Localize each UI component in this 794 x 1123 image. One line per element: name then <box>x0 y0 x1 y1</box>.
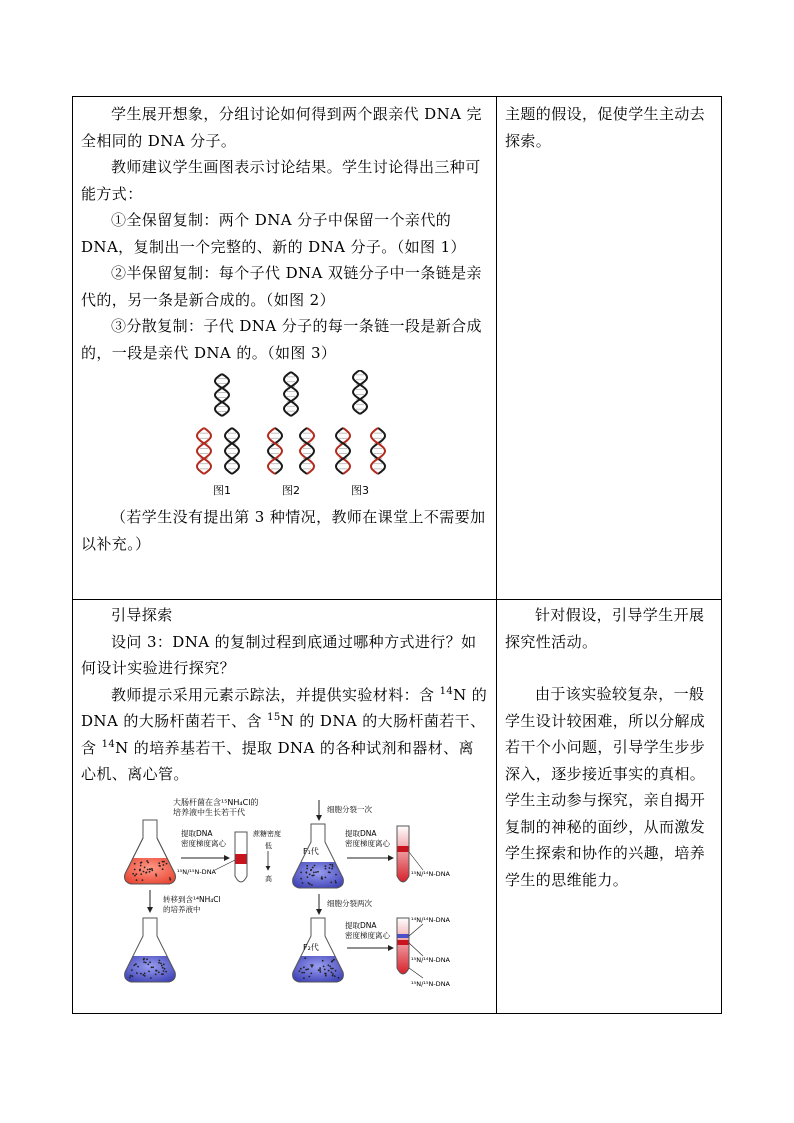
bacterium-dot <box>163 864 165 866</box>
daughter-dna-helix <box>225 428 239 474</box>
bacterium-dot <box>147 963 149 965</box>
label-transfer: 转移到含¹⁴NH₄Cl <box>163 894 221 904</box>
paragraph: 针对假设，引导学生开展探究性活动。 <box>505 606 705 651</box>
bacterium-dot <box>140 972 142 974</box>
bacterium-dot <box>136 879 138 881</box>
bacterium-dot <box>129 976 131 978</box>
bacterium-dot <box>306 864 308 866</box>
dna-replication-models-figure <box>191 370 391 498</box>
activity-cell <box>73 97 497 600</box>
label-band-f2-heavy: ¹⁵N/¹⁵N-DNA <box>411 979 450 988</box>
paragraph: 学生展开想象，分组讨论如何得到两个跟亲代 DNA 完全相同的 DNA 分子。 <box>81 105 482 150</box>
label-centrifuge: 密度梯度离心 <box>345 930 390 940</box>
bacterium-dot <box>333 958 335 960</box>
daughter-dna-helix <box>371 428 385 474</box>
bacterium-dot <box>331 971 333 973</box>
bacterium-dot <box>169 878 171 880</box>
label-high: 高 <box>265 874 272 883</box>
bacterium-dot <box>133 964 135 966</box>
bacterium-dot <box>131 969 133 971</box>
bacterium-dot <box>134 862 136 864</box>
bacterium-dot <box>325 974 327 976</box>
bacterium-dot <box>151 867 153 869</box>
bacterium-dot <box>152 966 154 968</box>
bacterium-dot <box>135 873 137 875</box>
bacterium-dot <box>159 864 161 866</box>
bacterium-dot <box>315 871 317 873</box>
bacterium-dot <box>134 874 136 876</box>
label-low: 低 <box>265 841 272 850</box>
bacterium-dot <box>136 972 138 974</box>
lesson-plan-table <box>72 96 722 1014</box>
bacterium-dot <box>300 877 302 879</box>
label-extract: 提取DNA <box>345 828 377 838</box>
paragraph: 教师提示采用元素示踪法，并提供实验材料：含 $^{14}$N 的 DNA 的大肠杆菌若干、含 $^{15}$N 的 DNA 的大肠杆菌若干、含 $^{14}$N 的培养基若干、提取 DNA 的各种试剂和器材、离心机、离心管。 <box>81 685 488 783</box>
bacterium-dot <box>325 972 327 974</box>
bacterium-dot <box>317 870 319 872</box>
bacterium-dot <box>319 967 321 969</box>
bacterium-dot <box>309 873 311 875</box>
figure-2-label: 图2 <box>282 484 300 497</box>
bacterium-dot <box>310 972 312 974</box>
bacterium-dot <box>158 862 160 864</box>
bacterium-dot <box>132 872 134 874</box>
activity-cell <box>73 600 497 1014</box>
bacterium-dot <box>139 869 141 871</box>
bacterium-dot <box>302 882 304 884</box>
bacterium-dot <box>324 968 326 970</box>
bacterium-dot <box>311 884 313 886</box>
bacterium-dot <box>142 879 144 881</box>
bacterium-dot <box>319 971 321 973</box>
bacterium-dot <box>163 963 165 965</box>
label-band-parent: ¹⁵N/¹⁵N-DNA <box>177 867 216 876</box>
bacterium-dot <box>134 868 136 870</box>
bacterium-dot <box>135 963 137 965</box>
bacterium-dot <box>161 964 163 966</box>
label-band-f2-mid: ¹⁵N/¹⁴N-DNA <box>411 955 450 964</box>
label-extract: 提取DNA <box>181 828 213 838</box>
bacterium-dot <box>313 871 315 873</box>
bacterium-dot <box>132 975 134 977</box>
meselson-stahl-experiment-diagram <box>111 796 451 996</box>
paragraph: 主题的假设，促使学生主动去探索。 <box>505 105 706 150</box>
bacterium-dot <box>163 860 165 862</box>
label-extract: 提取DNA <box>345 920 377 930</box>
figure-1-label: 图1 <box>213 484 231 497</box>
paragraph: ②半保留复制：每个子代 DNA 双链分子中一条链是亲代的，另一条是新合成的。（如图 2） <box>81 264 482 309</box>
bacterium-dot <box>143 958 145 960</box>
bacterium-dot <box>147 861 149 863</box>
bacterium-dot <box>303 977 305 979</box>
bacterium-dot <box>299 970 301 972</box>
paragraph: ③分散复制：子代 DNA 分子的每一条链一段是新合成的，一段是亲代 DNA 的。（如图 3） <box>81 317 482 362</box>
bacterium-dot <box>163 970 165 972</box>
bacterium-dot <box>144 972 146 974</box>
bacterium-dot <box>164 967 166 969</box>
flask-n15 <box>125 820 176 884</box>
bacterium-dot <box>328 969 330 971</box>
parent-dna-helix <box>284 372 298 416</box>
bacterium-dot <box>148 970 150 972</box>
label-sucrose: 蔗糖密度 <box>253 829 281 838</box>
bacterium-dot <box>332 865 334 867</box>
label-division-twice: 细胞分裂两次 <box>327 898 372 908</box>
daughter-dna-helix <box>268 428 282 474</box>
bacterium-dot <box>332 973 334 975</box>
bacterium-dot <box>149 868 151 870</box>
paragraph: 教师建议学生画图表示讨论结果。学生讨论得出三种可能方式： <box>81 158 481 203</box>
label-f1: F₁代 <box>303 846 319 856</box>
bacterium-dot <box>335 880 337 882</box>
bacterium-dot <box>319 969 321 971</box>
bacterium-dot <box>303 966 305 968</box>
bacterium-dot <box>314 864 316 866</box>
paragraph: （若学生没有提出第 3 种情况，教师在课堂上不需要加以补充。） <box>81 508 486 553</box>
bacterium-dot <box>329 863 331 865</box>
bacterium-dot <box>144 975 146 977</box>
bacterium-dot <box>165 970 167 972</box>
caption-growth: 大肠杆菌在含¹⁵NH₄Cl的 <box>173 797 259 807</box>
bacterium-dot <box>303 971 305 973</box>
bacterium-dot <box>137 965 139 967</box>
bacterium-dot <box>162 973 164 975</box>
bacterium-dot <box>329 867 331 869</box>
bacterium-dot <box>309 883 311 885</box>
daughter-dna-helix <box>300 428 314 474</box>
label-band-f2-light: ¹⁴N/¹⁴N-DNA <box>411 915 450 924</box>
centrifuge-tube-f2 <box>397 918 409 974</box>
bacterium-dot <box>144 866 146 868</box>
bacterium-dot <box>166 862 168 864</box>
flask-n14 <box>125 918 176 982</box>
bacterium-dot <box>305 968 307 970</box>
bacterium-dot <box>151 966 153 968</box>
bacterium-dot <box>145 961 147 963</box>
bacterium-dot <box>325 876 327 878</box>
bacterium-dot <box>143 961 145 963</box>
bacterium-dot <box>307 876 309 878</box>
bacterium-dot <box>162 868 164 870</box>
bacterium-dot <box>145 871 147 873</box>
bacterium-dot <box>331 960 333 962</box>
centrifuge-tube-parent <box>235 832 247 882</box>
bacterium-dot <box>150 977 152 979</box>
bacterium-dot <box>335 881 337 883</box>
bacterium-dot <box>140 862 142 864</box>
bacterium-dot <box>335 873 337 875</box>
bacterium-dot <box>328 964 330 966</box>
bacterium-dot <box>329 965 331 967</box>
bacterium-dot <box>301 971 303 973</box>
bacterium-dot <box>308 975 310 977</box>
flask-f1 <box>293 824 344 888</box>
bacterium-dot <box>331 867 333 869</box>
bacterium-dot <box>329 871 331 873</box>
bacterium-dot <box>155 973 157 975</box>
bacterium-dot <box>130 974 132 976</box>
bacterium-dot <box>311 965 313 967</box>
bacterium-dot <box>300 967 302 969</box>
bacterium-dot <box>158 971 160 973</box>
caption-growth-2: 培养液中生长若干代 <box>173 807 245 817</box>
table-row <box>73 97 722 600</box>
bacterium-dot <box>307 968 309 970</box>
bacterium-dot <box>146 958 148 960</box>
bacterium-dot <box>311 874 313 876</box>
bacterium-dot <box>310 868 312 870</box>
section-heading: 引导探索 <box>111 606 173 624</box>
bacterium-dot <box>147 868 149 870</box>
parent-dna-helix <box>353 370 367 414</box>
bacterium-dot <box>155 873 157 875</box>
paragraph: 由于该实验较复杂，一般学生设计较困难，所以分解成若干个小问题，引导学生步步深入，逐步接近事实的真相。学生主动参与探究，亲自揭开复制的神秘的面纱，从而激发学生探索和协作的兴趣，培养学生的思维能力。 <box>505 685 706 889</box>
label-band-f1: ¹⁵N/¹⁴N-DNA <box>411 869 450 878</box>
bacterium-dot <box>162 966 164 968</box>
bacterium-dot <box>338 976 340 978</box>
bacterium-dot <box>169 877 171 879</box>
label-transfer-2: 的培养液中 <box>163 904 201 914</box>
bacterium-dot <box>335 969 337 971</box>
bacterium-dot <box>312 866 314 868</box>
label-centrifuge: 密度梯度离心 <box>181 838 226 848</box>
bacterium-dot <box>325 867 327 869</box>
bacterium-dot <box>306 871 308 873</box>
bacterium-dot <box>146 860 148 862</box>
bacterium-dot <box>149 961 151 963</box>
bacterium-dot <box>143 870 145 872</box>
bacterium-dot <box>149 870 151 872</box>
bacterium-dot <box>334 975 336 977</box>
bacterium-dot <box>313 874 315 876</box>
bacterium-dot <box>155 875 157 877</box>
bacterium-dot <box>306 867 308 869</box>
bacterium-dot <box>322 959 324 961</box>
bacterium-dot <box>321 877 323 879</box>
table-row <box>73 600 722 1014</box>
bacterium-dot <box>160 962 162 964</box>
purpose-cell <box>497 600 722 1014</box>
figure-3-label: 图3 <box>351 484 369 497</box>
paragraph: ①全保留复制：两个 DNA 分子中保留一个亲代的 DNA，复制出一个完整的、新的 DNA 分子。（如图 1） <box>81 211 466 256</box>
bacterium-dot <box>300 871 302 873</box>
paragraph: 设问 3：DNA 的复制过程到底通过哪种方式进行？如何设计实验进行探究？ <box>81 632 477 677</box>
bacterium-dot <box>310 964 312 966</box>
bacterium-dot <box>159 959 161 961</box>
bacterium-dot <box>325 865 327 867</box>
purpose-cell <box>497 97 722 600</box>
bacterium-dot <box>158 961 160 963</box>
bacterium-dot <box>332 974 334 976</box>
centrifuge-tube-f1 <box>397 826 409 882</box>
bacterium-dot <box>332 967 334 969</box>
bacterium-dot <box>331 863 333 865</box>
parent-dna-helix <box>215 374 229 416</box>
label-centrifuge: 密度梯度离心 <box>345 838 390 848</box>
bacterium-dot <box>140 873 142 875</box>
bacterium-dot <box>330 967 332 969</box>
label-division-once: 细胞分裂一次 <box>327 804 372 814</box>
bacterium-dot <box>156 969 158 971</box>
daughter-dna-helix <box>197 428 211 474</box>
bacterium-dot <box>140 864 142 866</box>
bacterium-dot <box>323 965 325 967</box>
label-f2: F₂代 <box>303 942 319 952</box>
bacterium-dot <box>330 881 332 883</box>
daughter-dna-helix <box>336 428 350 474</box>
bacterium-dot <box>304 957 306 959</box>
